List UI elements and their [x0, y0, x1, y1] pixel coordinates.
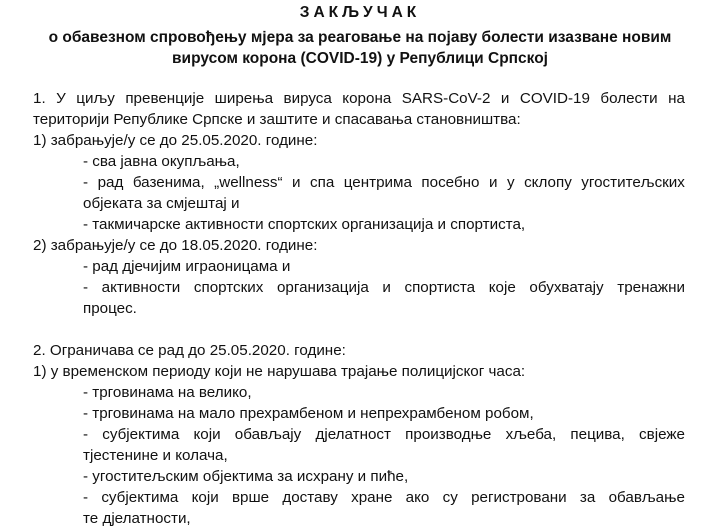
section2-bullet-continuation: те дјелатности, [83, 510, 191, 527]
section1-item2-heading: 2) забрањује/у се до 18.05.2020. године: [33, 237, 318, 254]
section2-bullet-continuation: тјестенине и колача, [83, 447, 228, 464]
section1-intro-line1: 1. У циљу превенције ширења вируса корона SARS-CoV-2 и COVID-19 болести на [33, 90, 685, 107]
document-title: ЗАКЉУЧАК [299, 4, 421, 21]
section2-bullet: - угоститељским објектима за исхрану и пиће, [83, 468, 409, 485]
document-subtitle-line1: о обавезном спровођењу мјера за реаговање на појаву болести изазване новим [48, 29, 672, 46]
section2-intro: 2. Ограничава се рад до 25.05.2020. године: [33, 342, 346, 359]
section1-item2-bullet: - активности спортских организација и спортиста које обухватају тренажни [83, 279, 685, 296]
section2-bullet: - субјектима који обављају дјелатност производње хљеба, пецива, свјеже [83, 426, 685, 443]
section1-item1-heading: 1) забрањује/у се до 25.05.2020. године: [33, 132, 318, 149]
section2-bullet: - трговинама на велико, [83, 384, 252, 401]
section1-item1-bullet-continuation: објеката за смјештај и [83, 195, 240, 212]
section1-item1-bullet: - рад базенима, „wellness“ и спа центрима посебно и у склопу угоститељских [83, 174, 685, 191]
section2-bullet: - субјектима који врше доставу хране ако су регистровани за обављање [83, 489, 685, 506]
section1-item2-bullet-continuation: процес. [83, 300, 137, 317]
section1-item2-bullet: - рад дјечијим играоницама и [83, 258, 291, 275]
section1-item1-bullet: - такмичарске активности спортских организација и спортиста, [83, 216, 526, 233]
section1-intro-line2: територији Републике Српске и заштите и спасавања становништва: [33, 111, 521, 128]
section1-item1-bullet: - сва јавна окупљања, [83, 153, 240, 170]
section2-bullet: - трговинама на мало прехрамбеном и непрехрамбеном робом, [83, 405, 534, 422]
document-subtitle-line2: вирусом корона (COVID-19) у Републици Српској [172, 50, 548, 67]
section2-item1-heading: 1) у временском периоду који не нарушава трајање полицијског часа: [33, 363, 526, 380]
